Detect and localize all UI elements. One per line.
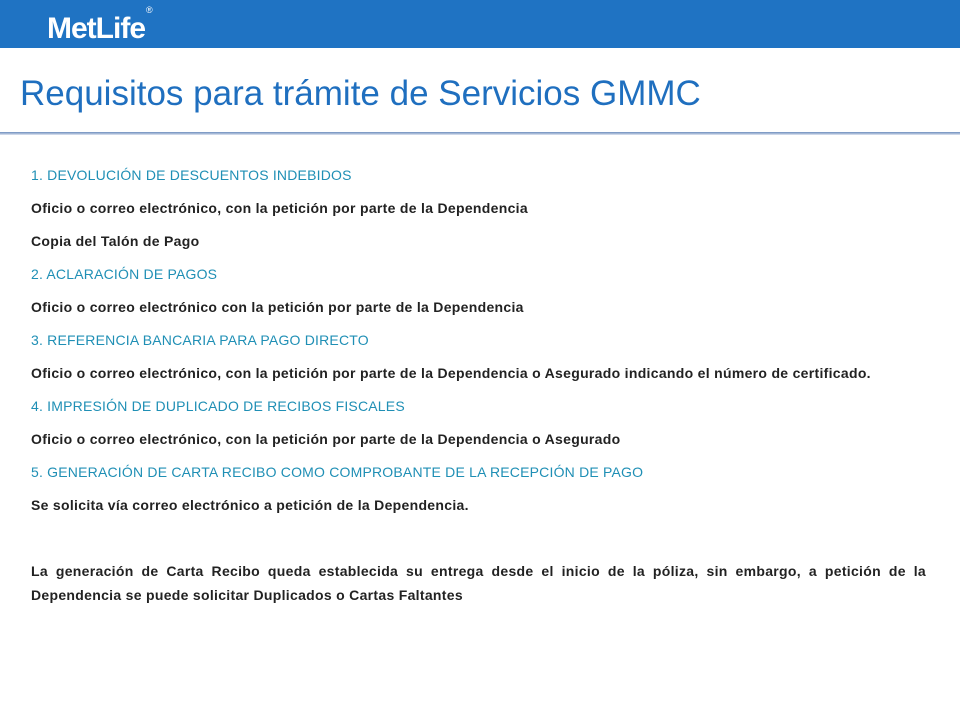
carta-recibo-note: La generación de Carta Recibo queda establecida su entrega desde el inicio de la póliza, sin embargo, a petición de la Dependencia se puede solicitar Duplicados o Cartas Faltantes (31, 563, 926, 603)
registered-mark-icon: ® (146, 5, 153, 15)
section-3-item-1: Oficio o correo electrónico, con la petición por parte de la Dependencia o Asegurado indicando el número de certificado. (31, 365, 871, 381)
logo-text: MetLife (47, 12, 145, 45)
section-2-item-1: Oficio o correo electrónico con la petición por parte de la Dependencia (31, 299, 524, 315)
requirements-content (31, 163, 926, 616)
section-1-item-2: Copia del Talón de Pago (31, 233, 200, 249)
section-5-item-1: Se solicita vía correo electrónico a petición de la Dependencia. (31, 497, 469, 513)
section-3-heading: 3. REFERENCIA BANCARIA PARA PAGO DIRECTO (31, 332, 369, 348)
section-4-item-1: Oficio o correo electrónico, con la petición por parte de la Dependencia o Asegurado (31, 431, 621, 447)
section-5-heading: 5. GENERACIÓN DE CARTA RECIBO COMO COMPROBANTE DE LA RECEPCIÓN DE PAGO (31, 464, 644, 480)
page-title: Requisitos para trámite de Servicios GMMC (20, 74, 701, 113)
header-bar (0, 0, 960, 48)
section-1-item-1: Oficio o correo electrónico, con la petición por parte de la Dependencia (31, 200, 528, 216)
metlife-logo (47, 7, 153, 46)
section-2-heading: 2. ACLARACIÓN DE PAGOS (31, 266, 218, 282)
section-4-heading: 4. IMPRESIÓN DE DUPLICADO DE RECIBOS FISCALES (31, 398, 405, 414)
spacer (31, 526, 926, 559)
section-1-heading: 1. DEVOLUCIÓN DE DESCUENTOS INDEBIDOS (31, 167, 352, 183)
title-divider (0, 132, 960, 135)
